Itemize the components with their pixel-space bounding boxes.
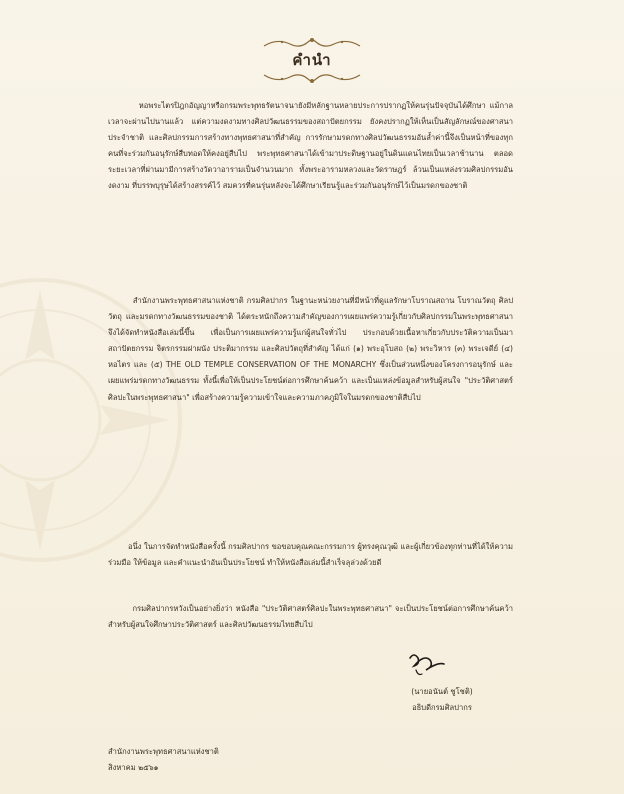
signature-block: [382, 684, 502, 716]
paragraph-1: หอพระไตรปิฎกอัญญาหรือกรมพระพุทธรัตนาจนายังมีหลักฐานหลายประการปรากฏให้คนรุ่นปัจจุบันได้ศึกษา แม้กาลเวลาจะผ่านไปนานแล้ว แต่ความงดงามทางศิลปวัฒนธรรมของสถาปัตยกรรม ยังคงปรากฏให้เห็นเป็นสัญลักษณ์ของศาสนาประจำชาติ และศิลปกรรมการสร้างทางพุทธศาสนาที่สำคัญ การรักษามรดกทางศิลปวัฒนธรรมอันล้ำค่านี้จึงเป็นหน้าที่ของทุกคนที่จะร่วมกันอนุรักษ์สืบทอดให้คงอยู่สืบไป พระพุทธศาสนาได้เข้ามาประดิษฐานอยู่ในดินแดนไทยเป็นเวลาช้านาน ตลอดระยะเวลาที่ผ่านมามีการสร้างวัดวาอารามเป็นจำนวนมาก ทั้งพระอารามหลวงและวัดราษฎร์ ล้วนเป็นแหล่งรวมศิลปกรรมอันงดงาม ที่บรรพบุรุษได้สร้างสรรค์ไว้ สมควรที่คนรุ่นหลังจะได้ศึกษาเรียนรู้และร่วมกันอนุรักษ์ไว้เป็นมรดกของชาติ: [108, 101, 513, 191]
ornament-bottom-divider: [262, 71, 362, 85]
issuing-office-block: [108, 744, 308, 776]
handwritten-signature: [404, 650, 450, 680]
signer-title: อธิบดีกรมศิลปากร: [412, 703, 472, 712]
office-name: สำนักงานพระพุทธศาสนาแห่งชาติ: [108, 747, 219, 756]
issue-date: สิงหาคม ๒๕๖๑: [108, 763, 159, 772]
paragraph-3: อนึ่ง ในการจัดทำหนังสือครั้งนี้ กรมศิลปากร ขอขอบคุณคณะกรรมการ ผู้ทรงคุณวุฒิ และผู้เกี่ยวข้องทุกท่านที่ได้ให้ความร่วมมือ ให้ข้อมูล และคำแนะนำอันเป็นประโยชน์ ทำให้หนังสือเล่มนี้สำเร็จลุล่วงด้วยดี: [108, 542, 514, 568]
page-title: คำนำ: [292, 51, 332, 69]
paragraph-4: กรมศิลปากรหวังเป็นอย่างยิ่งว่า หนังสือ "ประวัติศาสตร์ศิลปะในพระพุทธศาสนา" จะเป็นประโยชน์ต่อการศึกษาค้นคว้าสำหรับผู้สนใจศึกษาประวัติศาสตร์ และศิลปวัฒนธรรมไทยสืบไป: [108, 604, 513, 630]
paragraph-2: สำนักงานพระพุทธศาสนาแห่งชาติ กรมศิลปากร ในฐานะหน่วยงานที่มีหน้าที่ดูแลรักษาโบราณสถาน โบราณวัตถุ ศิลปวัตถุ และมรดกทางวัฒนธรรมของชาติ ได้ตระหนักถึงความสำคัญของการเผยแพร่ความรู้เกี่ยวกับศิลปกรรมในพระพุทธศาสนา จึงได้จัดทำหนังสือเล่มนี้ขึ้น เพื่อเป็นการเผยแพร่ความรู้แก่ผู้สนใจทั่วไป ประกอบด้วยเนื้อหาเกี่ยวกับประวัติความเป็นมา สถาปัตยกรรม จิตรกรรมฝาผนัง ประติมากรรม และศิลปวัตถุที่สำคัญ ได้แก่ (๑) พระอุโบสถ (๒) พระวิหาร (๓) พระเจดีย์ (๔) หอไตร และ (๕) THE OLD TEMPLE CONSERVATION OF THE MONARCHY ซึ่งเป็นส่วนหนึ่งของโครงการอนุรักษ์ และเผยแพร่มรดกทางวัฒนธรรม ทั้งนี้เพื่อให้เป็นประโยชน์ต่อการศึกษาค้นคว้า และเป็นแหล่งข้อมูลสำหรับผู้สนใจ "ประวัติศาสตร์ศิลปะในพระพุทธศาสนา" เพื่อสร้างความรู้ความเข้าใจและความภาคภูมิใจในมรดกของชาติสืบไป: [108, 296, 516, 402]
signer-name: (นายอนันต์ ชูโชติ): [411, 687, 473, 696]
